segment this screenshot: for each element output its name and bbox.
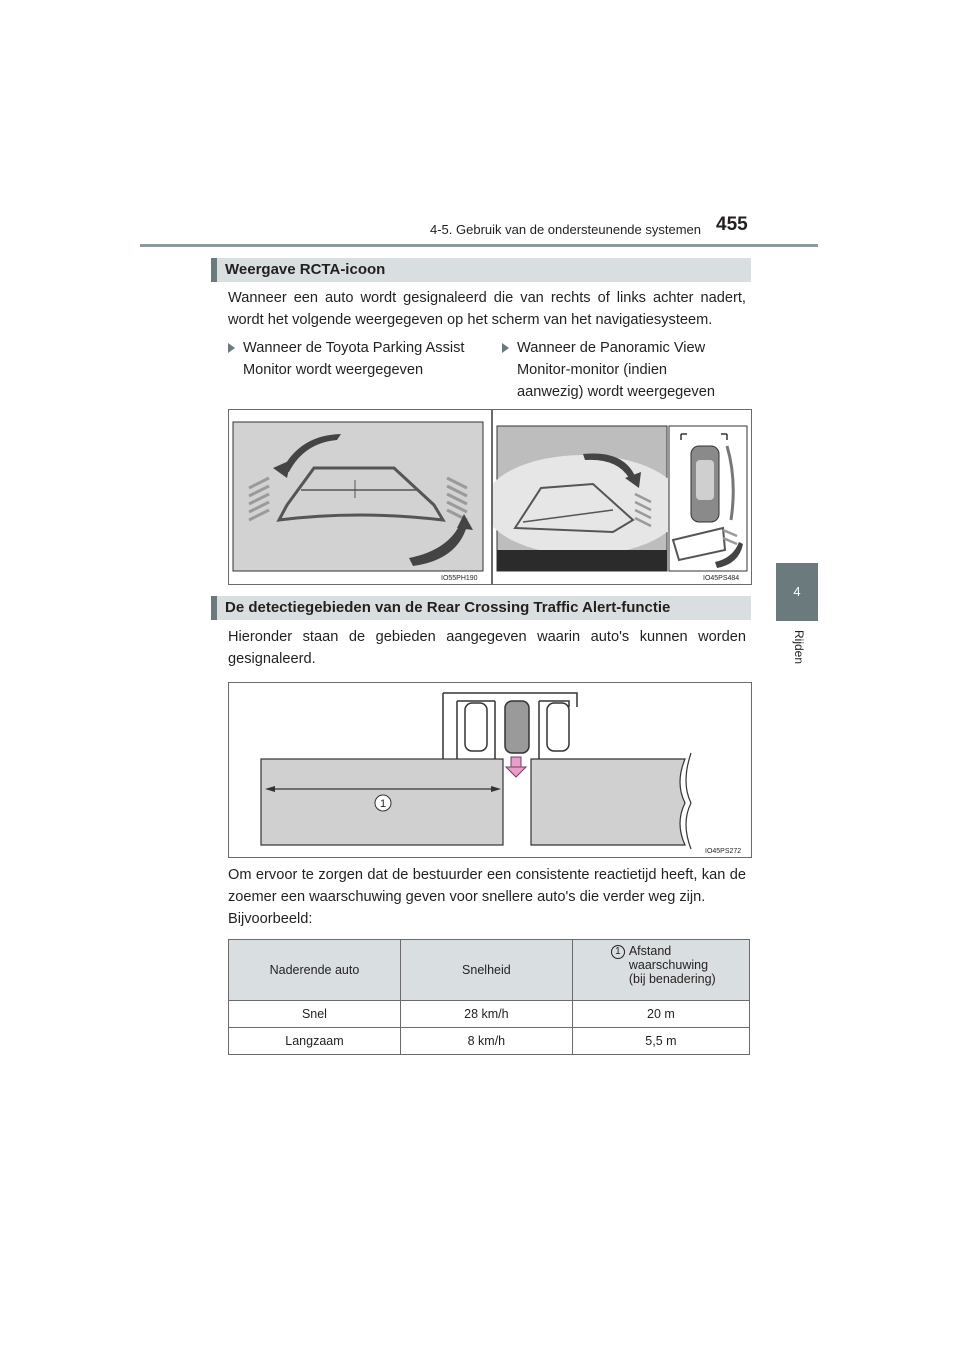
chapter-label: Rijden [792, 630, 806, 665]
header-distance-line3: (bij benadering) [628, 972, 716, 986]
figure-parking-assist-screen [228, 409, 492, 585]
cell-vehicle: Snel [229, 1001, 401, 1028]
page-number: 455 [716, 214, 748, 235]
bullet-text: Wanneer de Panoramic View Monitor-monitor (indien aanwezig) wordt weergegeven [517, 340, 715, 400]
header-speed: Snelheid [400, 940, 572, 1001]
panoramic-view-illustration [493, 410, 751, 584]
example-label: Bijvoorbeeld: [228, 911, 313, 927]
heading-accent-bar [211, 258, 217, 282]
section2-reaction-paragraph: Om ervoor te zorgen dat de bestuurder een consistente reactietijd heeft, kan de zoemer een waarschuwing geven voor snellere auto's die verder weg zijn. [228, 867, 746, 905]
bullet-triangle-icon [228, 343, 235, 353]
detection-areas-illustration [229, 683, 751, 857]
section-heading-rcta-icon [211, 258, 751, 282]
chapter-tab: 4 [776, 563, 818, 621]
cell-distance: 5,5 m [572, 1028, 749, 1055]
chapter-label-container [780, 630, 814, 680]
running-header-title: 4-5. Gebruik van de ondersteunende systemen [430, 222, 702, 237]
figure-detection-areas [228, 682, 752, 858]
figure-panoramic-view-screen [492, 409, 752, 585]
cell-speed: 8 km/h [400, 1028, 572, 1055]
cell-distance: 20 m [572, 1001, 749, 1028]
section2-intro: Hieronder staan de gebieden aangegeven waarin auto's kunnen worden gesignaleerd. [228, 629, 746, 667]
bullet-triangle-icon [502, 343, 509, 353]
header-distance-line2: waarschuwing [628, 958, 709, 972]
bullet-text: Wanneer de Toyota Parking Assist Monitor wordt weergegeven [243, 340, 465, 378]
header-distance-line1: Afstand [628, 944, 672, 958]
heading-accent-bar [211, 596, 217, 620]
section-heading-detection-areas [211, 596, 751, 620]
warning-distance-table [228, 939, 750, 1055]
header-vehicle: Naderende auto [229, 940, 401, 1001]
header-rule [140, 244, 818, 247]
table-row [229, 1028, 750, 1055]
header-marker-1: 1 [611, 945, 625, 959]
table-row [229, 1001, 750, 1028]
header-distance [572, 940, 749, 1001]
bullet-panoramic-view [502, 337, 752, 407]
parking-assist-illustration [229, 410, 491, 584]
figure-code-detection: IO45PS272 [705, 848, 742, 855]
bullet-parking-assist [228, 337, 488, 387]
table-header-row [229, 940, 750, 1001]
section-heading-text: Weergave RCTA-icoon [225, 261, 386, 278]
section1-intro: Wanneer een auto wordt gesignaleerd die van rechts of links achter nadert, wordt het volgende weergegeven op het scherm van het navigatiesysteem. [228, 290, 746, 328]
cell-vehicle: Langzaam [229, 1028, 401, 1055]
cell-speed: 28 km/h [400, 1001, 572, 1028]
section-heading-text: De detectiegebieden van de Rear Crossing Traffic Alert-functie [225, 599, 671, 616]
figure-code-right: IO45PS484 [703, 575, 740, 582]
zone-marker-1: 1 [379, 798, 387, 810]
figure-code-left: IO55PH190 [441, 575, 478, 582]
